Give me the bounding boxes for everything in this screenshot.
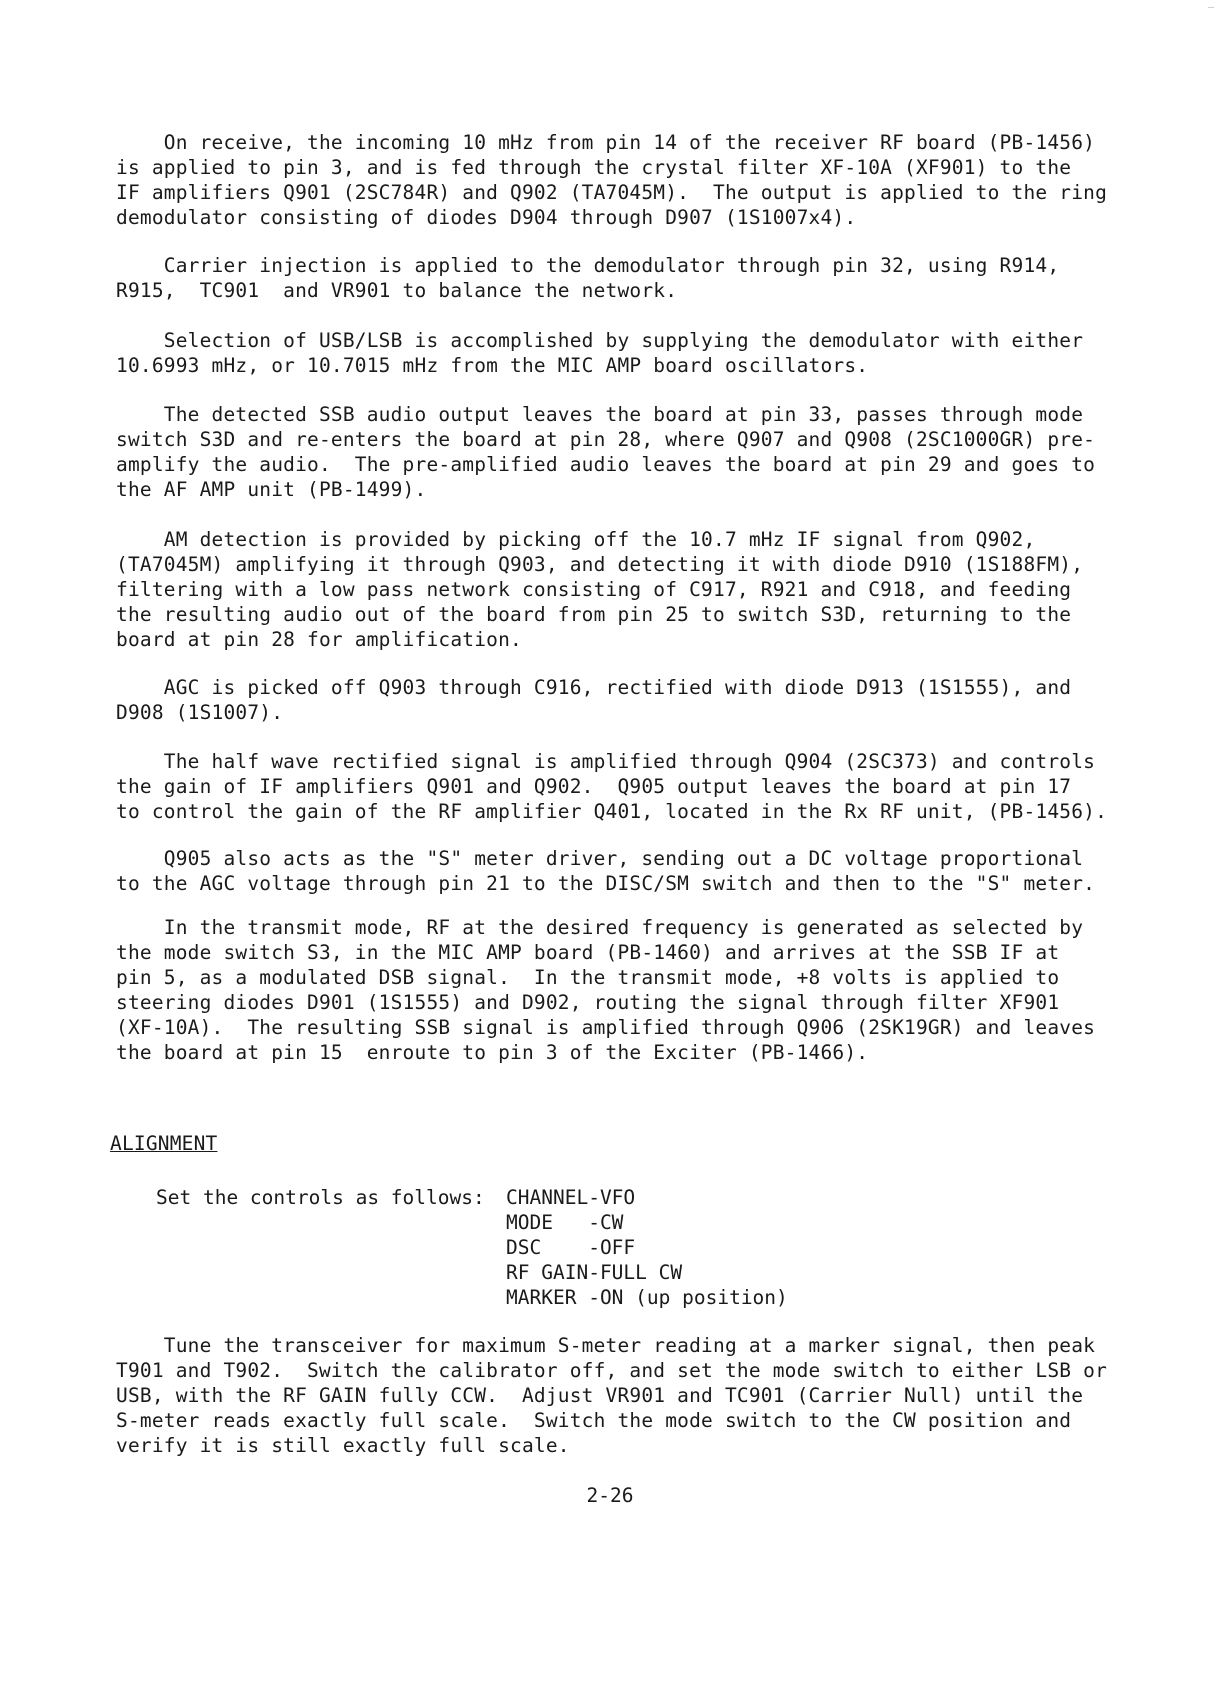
control-value: OFF — [599, 1236, 636, 1259]
control-settings-table — [506, 1185, 788, 1310]
control-settings-intro: Set the controls as follows: — [156, 1186, 485, 1209]
control-setting-row — [506, 1235, 788, 1260]
control-name: DSC — [506, 1236, 542, 1259]
paragraph-if-gain-control: The half wave rectified signal is amplified through Q904 (2SC373) and controls the gain of IF amplifiers Q901 and Q902. Q905 output leaves the board at pin 17 to control the gain of the RF amplifier Q401, located in the Rx RF unit, (PB-1456). — [116, 750, 1108, 823]
paragraph-carrier-injection: Carrier injection is applied to the demodulator through pin 32, using R914, R915, TC901 and VR901 to balance the network. — [116, 254, 1060, 302]
paragraph-am-detection: AM detection is provided by picking off the 10.7 mHz IF signal from Q902, (TA7045M) amplifying it through Q903, and detecting it with diode D910 (1S188FM), filtering with a low pass network consisting of C917, R921 and C918, and feeding the resulting audio out of the board from pin 25 to switch S3D, returning to the board at pin 28 for amplification. — [116, 528, 1084, 651]
section-heading-alignment: ALIGNMENT — [110, 1132, 218, 1155]
paragraph-s-meter-driver: Q905 also acts as the "S" meter driver, sending out a DC voltage proportional to the AGC voltage through pin 21 to the DISC/SM switch and then to the "S" meter. — [116, 847, 1096, 895]
control-separator: - — [588, 1236, 600, 1259]
control-name: MODE — [506, 1211, 553, 1234]
control-separator: - — [588, 1186, 600, 1209]
control-value: VFO — [599, 1186, 636, 1209]
paragraph-tuning-procedure: Tune the transceiver for maximum S-meter reading at a marker signal, then peak T901 and T902. Switch the calibrator off, and set the mode switch to either LSB or USB, with the RF GAIN fully CCW. Adjust VR901 and TC901 (Carrier Null) until the S-meter reads exactly full scale. Switch the mode switch to the CW position and verify it is still exactly full scale. — [116, 1334, 1108, 1457]
control-setting-row — [506, 1210, 788, 1235]
control-separator: - — [588, 1211, 600, 1234]
paragraph-agc: AGC is picked off Q903 through C916, rectified with diode D913 (1S1555), and D908 (1S1007). — [116, 676, 1072, 724]
paragraph-ssb-audio: The detected SSB audio output leaves the board at pin 33, passes through mode switch S3D and re-enters the board at pin 28, where Q907 and Q908 (2SC1000GR) pre- amplify the audio. The pre-amplified audio leaves the board at pin 29 and goes to the AF AMP unit (PB-1499). — [116, 403, 1096, 501]
control-separator: - — [588, 1286, 600, 1309]
control-value: ON (up position) — [599, 1286, 788, 1309]
control-setting-row — [506, 1260, 788, 1285]
control-value: FULL CW — [599, 1261, 683, 1284]
control-name: MARKER — [506, 1286, 577, 1309]
paragraph-sideband-selection: Selection of USB/LSB is accomplished by supplying the demodulator with either 10.6993 mHz, or 10.7015 mHz from the MIC AMP board oscillators. — [116, 329, 1084, 377]
paragraph-transmit-mode: In the transmit mode, RF at the desired frequency is generated as selected by the mode switch S3, in the MIC AMP board (PB-1460) and arrives at the SSB IF at pin 5, as a modulated DSB signal. In the transmit mode, +8 volts is applied to steering diodes D901 (1S1555) and D902, routing the signal through filter XF901 (XF-10A). The resulting SSB signal is amplified through Q906 (2SK19GR) and leaves the board at pin 15 enroute to pin 3 of the Exciter (PB-1466). — [116, 916, 1096, 1064]
control-separator: - — [588, 1261, 600, 1284]
control-name: CHANNEL — [506, 1186, 589, 1209]
control-name: RF GAIN — [506, 1261, 589, 1284]
page-number: 2-26 — [586, 1484, 634, 1507]
paragraph-receive-path: On receive, the incoming 10 mHz from pin 14 of the receiver RF board (PB-1456) is applied to pin 3, and is fed through the crystal filter XF-10A (XF901) to the IF amplifiers Q901 (2SC784R) and Q902 (TA7045M). The output is applied to the ring demodulator consisting of diodes D904 through D907 (1S1007x4). — [116, 131, 1108, 229]
control-setting-row — [506, 1185, 788, 1210]
control-value: CW — [599, 1211, 624, 1234]
control-setting-row — [506, 1285, 788, 1310]
scan-corner-mark: — — [1207, 2, 1214, 13]
